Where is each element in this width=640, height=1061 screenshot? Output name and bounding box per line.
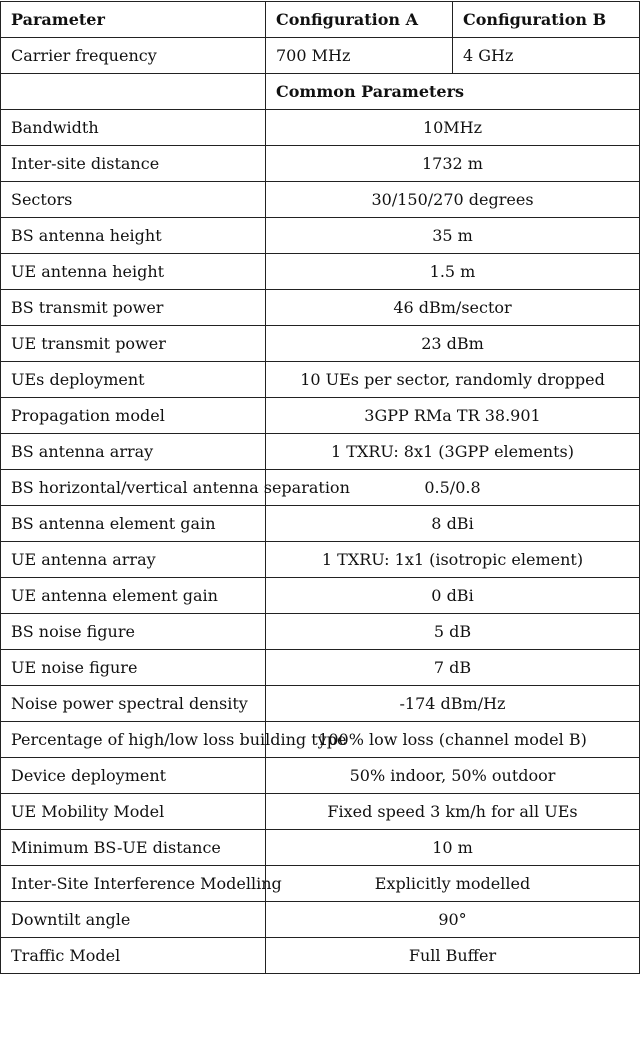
row-label: UE transmit power xyxy=(1,326,266,362)
row-label: BS horizontal/vertical antenna separation xyxy=(1,470,266,506)
parameters-table xyxy=(0,1,640,974)
row-value: Full Buffer xyxy=(266,938,640,974)
row-label: Percentage of high/low loss building type xyxy=(1,722,266,758)
row-value: 30/150/270 degrees xyxy=(266,182,640,218)
row-value: 100% low loss (channel model B) xyxy=(266,722,640,758)
carrier-row xyxy=(1,38,640,74)
table-row xyxy=(1,362,640,398)
row-value: 10 UEs per sector, randomly dropped xyxy=(266,362,640,398)
row-value: 90° xyxy=(266,902,640,938)
row-label: Propagation model xyxy=(1,398,266,434)
table-row xyxy=(1,830,640,866)
row-value: 1 TXRU: 1x1 (isotropic element) xyxy=(266,542,640,578)
row-value: 1 TXRU: 8x1 (3GPP elements) xyxy=(266,434,640,470)
row-value: Fixed speed 3 km/h for all UEs xyxy=(266,794,640,830)
row-label: UE noise figure xyxy=(1,650,266,686)
row-value: 5 dB xyxy=(266,614,640,650)
header-config-b: Configuration B xyxy=(453,2,640,38)
common-parameters-title: Common Parameters xyxy=(266,74,640,110)
table-row xyxy=(1,578,640,614)
table-row xyxy=(1,902,640,938)
row-value: 1732 m xyxy=(266,146,640,182)
table-row xyxy=(1,326,640,362)
row-label: BS antenna array xyxy=(1,434,266,470)
common-header-empty xyxy=(1,74,266,110)
row-value: 1.5 m xyxy=(266,254,640,290)
carrier-config-a: 700 MHz xyxy=(266,38,453,74)
row-value: 3GPP RMa TR 38.901 xyxy=(266,398,640,434)
table-row xyxy=(1,794,640,830)
row-label: Traffic Model xyxy=(1,938,266,974)
table-row xyxy=(1,182,640,218)
row-label: BS noise figure xyxy=(1,614,266,650)
row-label: Noise power spectral density xyxy=(1,686,266,722)
row-label: UE antenna array xyxy=(1,542,266,578)
header-config-a: Configuration A xyxy=(266,2,453,38)
row-value: Explicitly modelled xyxy=(266,866,640,902)
header-row xyxy=(1,2,640,38)
row-value: 10MHz xyxy=(266,110,640,146)
row-label: UE Mobility Model xyxy=(1,794,266,830)
row-label: Minimum BS-UE distance xyxy=(1,830,266,866)
table-row xyxy=(1,506,640,542)
table-row xyxy=(1,398,640,434)
table-row xyxy=(1,470,640,506)
table-row xyxy=(1,614,640,650)
row-value: 46 dBm/sector xyxy=(266,290,640,326)
row-label: Bandwidth xyxy=(1,110,266,146)
table-row xyxy=(1,866,640,902)
row-value: 35 m xyxy=(266,218,640,254)
row-label: UEs deployment xyxy=(1,362,266,398)
table-row xyxy=(1,434,640,470)
table-row xyxy=(1,686,640,722)
row-value: -174 dBm/Hz xyxy=(266,686,640,722)
header-parameter: Parameter xyxy=(1,2,266,38)
common-header-row xyxy=(1,74,640,110)
row-value: 50% indoor, 50% outdoor xyxy=(266,758,640,794)
row-value: 8 dBi xyxy=(266,506,640,542)
table-row xyxy=(1,290,640,326)
row-label: Inter-Site Interference Modelling xyxy=(1,866,266,902)
table-row xyxy=(1,758,640,794)
table-row xyxy=(1,938,640,974)
row-value: 7 dB xyxy=(266,650,640,686)
table-row xyxy=(1,110,640,146)
row-label: BS antenna height xyxy=(1,218,266,254)
row-value: 10 m xyxy=(266,830,640,866)
table-row xyxy=(1,542,640,578)
row-value: 0 dBi xyxy=(266,578,640,614)
table-row xyxy=(1,650,640,686)
table-row xyxy=(1,722,640,758)
table-row xyxy=(1,218,640,254)
table-row xyxy=(1,254,640,290)
table-row xyxy=(1,146,640,182)
row-label: UE antenna element gain xyxy=(1,578,266,614)
carrier-label: Carrier frequency xyxy=(1,38,266,74)
row-label: BS antenna element gain xyxy=(1,506,266,542)
row-value: 0.5/0.8 xyxy=(266,470,640,506)
carrier-config-b: 4 GHz xyxy=(453,38,640,74)
row-label: UE antenna height xyxy=(1,254,266,290)
row-label: Sectors xyxy=(1,182,266,218)
row-label: Inter-site distance xyxy=(1,146,266,182)
row-label: BS transmit power xyxy=(1,290,266,326)
row-label: Downtilt angle xyxy=(1,902,266,938)
row-label: Device deployment xyxy=(1,758,266,794)
row-value: 23 dBm xyxy=(266,326,640,362)
